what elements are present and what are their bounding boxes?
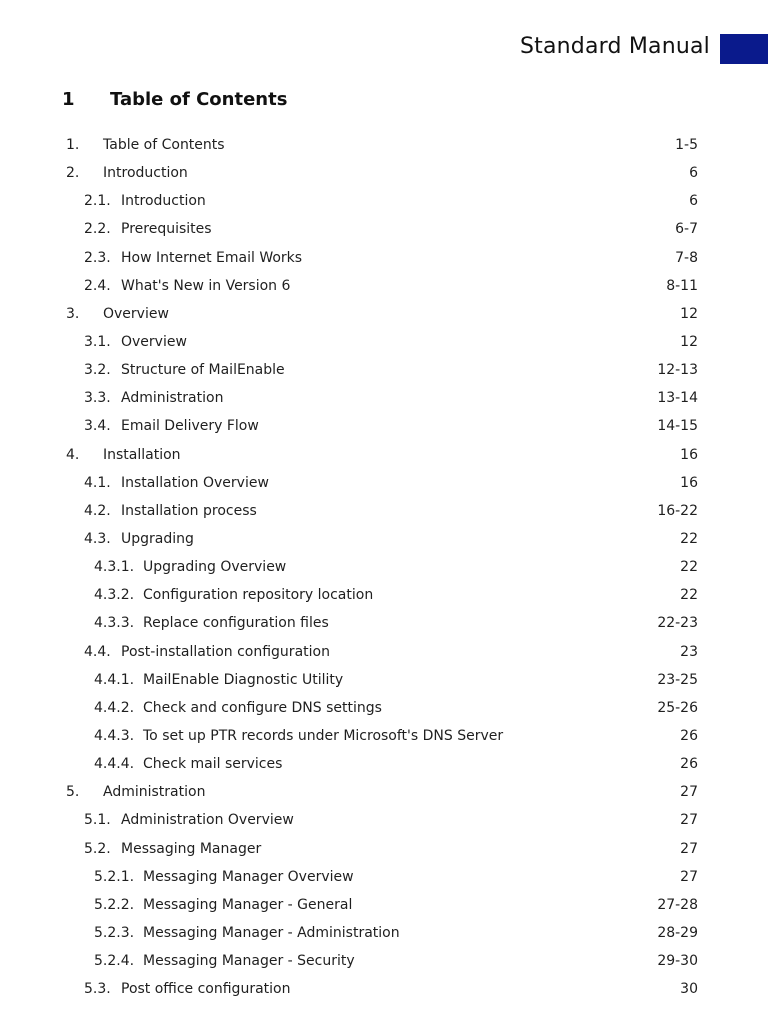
toc-entry-pages: 6-7 <box>675 221 698 238</box>
toc-entry-title: Messaging Manager - Security <box>143 953 355 970</box>
toc-entry[interactable] <box>0 750 768 778</box>
toc-entry-number: 3. <box>66 305 80 322</box>
toc-entry-title: Structure of MailEnable <box>121 362 285 379</box>
toc-entry-pages: 12-13 <box>657 362 698 379</box>
toc-entry-title: Messaging Manager Overview <box>143 868 354 885</box>
toc-entry-number: 2.1. <box>84 193 111 210</box>
toc-entry[interactable] <box>0 159 768 187</box>
toc-entry[interactable] <box>0 947 768 975</box>
toc-entry-number: 5.2.1. <box>94 868 135 885</box>
toc-entry-number: 4.3.1. <box>94 559 135 576</box>
toc-entry-number: 2.4. <box>84 277 111 294</box>
toc-entry-number: 4.3.3. <box>94 615 135 632</box>
toc-entry-title: Overview <box>121 333 187 350</box>
toc-entry-pages: 8-11 <box>666 277 698 294</box>
toc-entry[interactable] <box>0 778 768 806</box>
toc-entry-number: 4.1. <box>84 474 111 491</box>
toc-entry-pages: 6 <box>689 165 698 182</box>
toc-entry[interactable] <box>0 806 768 834</box>
toc-entry-pages: 22 <box>680 530 698 547</box>
toc-entry-title: Administration <box>103 784 206 801</box>
toc-entry-pages: 28-29 <box>657 924 698 941</box>
toc-entry-title: Replace configuration files <box>143 615 329 632</box>
toc-entry[interactable] <box>0 694 768 722</box>
toc-entry[interactable] <box>0 300 768 328</box>
section-title: Table of Contents <box>110 89 288 110</box>
table-of-contents <box>0 131 768 1003</box>
toc-entry-pages: 27 <box>680 812 698 829</box>
toc-entry[interactable] <box>0 975 768 1003</box>
toc-entry[interactable] <box>0 384 768 412</box>
toc-entry-pages: 27 <box>680 840 698 857</box>
toc-entry-title: Messaging Manager <box>121 840 262 857</box>
toc-entry-pages: 27-28 <box>657 896 698 913</box>
toc-entry[interactable] <box>0 638 768 666</box>
toc-entry-number: 4. <box>66 446 80 463</box>
toc-entry[interactable] <box>0 609 768 637</box>
toc-entry[interactable] <box>0 863 768 891</box>
toc-entry-title: Post-installation configuration <box>121 643 330 660</box>
toc-entry[interactable] <box>0 328 768 356</box>
toc-entry[interactable] <box>0 722 768 750</box>
toc-entry-pages: 22 <box>680 559 698 576</box>
toc-entry[interactable] <box>0 469 768 497</box>
toc-entry-number: 3.3. <box>84 390 111 407</box>
toc-entry-title: Prerequisites <box>121 221 212 238</box>
section-number: 1 <box>62 89 75 110</box>
toc-entry-title: Check and configure DNS settings <box>143 699 382 716</box>
toc-entry-title: Check mail services <box>143 756 283 773</box>
toc-entry[interactable] <box>0 187 768 215</box>
toc-entry-pages: 1-5 <box>675 137 698 153</box>
toc-entry-title: What's New in Version 6 <box>121 277 291 294</box>
toc-entry-number: 3.4. <box>84 418 111 435</box>
toc-entry-title: Installation process <box>121 502 257 519</box>
toc-entry-number: 4.3. <box>84 530 111 547</box>
toc-entry-number: 5.3. <box>84 981 111 998</box>
toc-entry-pages: 23 <box>680 643 698 660</box>
toc-entry-pages: 7-8 <box>675 249 698 266</box>
toc-entry-title: Upgrading <box>121 530 194 547</box>
toc-entry-pages: 13-14 <box>657 390 698 407</box>
toc-entry-pages: 25-26 <box>657 699 698 716</box>
toc-entry-number: 2.2. <box>84 221 111 238</box>
toc-entry-title: Upgrading Overview <box>143 559 287 576</box>
toc-entry-number: 5.1. <box>84 812 111 829</box>
toc-entry-title: Table of Contents <box>103 137 225 153</box>
toc-entry-number: 5. <box>66 784 80 801</box>
toc-entry-pages: 14-15 <box>657 418 698 435</box>
toc-entry-pages: 26 <box>680 727 698 744</box>
toc-entry-title: Messaging Manager - Administration <box>143 924 400 941</box>
toc-entry[interactable] <box>0 666 768 694</box>
toc-entry-number: 4.4.4. <box>94 756 135 773</box>
toc-entry[interactable] <box>0 497 768 525</box>
toc-entry-number: 5.2. <box>84 840 111 857</box>
document-header-title: Standard Manual <box>519 34 710 59</box>
toc-entry-pages: 16 <box>680 446 698 463</box>
toc-entry-pages: 29-30 <box>657 953 698 970</box>
toc-entry-title: Installation <box>103 446 181 463</box>
toc-entry[interactable] <box>0 553 768 581</box>
toc-entry-title: Email Delivery Flow <box>121 418 259 435</box>
toc-entry[interactable] <box>0 835 768 863</box>
toc-entry[interactable] <box>0 441 768 469</box>
toc-entry-pages: 6 <box>689 193 698 210</box>
toc-entry-title: Introduction <box>121 193 206 210</box>
toc-entry-number: 1. <box>66 137 80 153</box>
toc-entry-number: 4.3.2. <box>94 587 135 604</box>
toc-entry-number: 4.4.1. <box>94 671 135 688</box>
toc-entry-pages: 22 <box>680 587 698 604</box>
toc-entry-title: MailEnable Diagnostic Utility <box>143 671 344 688</box>
toc-entry-number: 3.2. <box>84 362 111 379</box>
toc-entry-title: Administration <box>121 390 224 407</box>
toc-entry-number: 4.2. <box>84 502 111 519</box>
header-accent-bar <box>720 34 768 64</box>
toc-entry-title: Installation Overview <box>121 474 269 491</box>
toc-entry-number: 5.2.3. <box>94 924 135 941</box>
toc-entry-pages: 12 <box>680 305 698 322</box>
toc-entry-title: How Internet Email Works <box>121 249 303 266</box>
toc-entry-number: 2. <box>66 165 80 182</box>
toc-entry-title: To set up PTR records under Microsoft's DNS Server <box>143 727 504 744</box>
toc-entry-pages: 30 <box>680 981 698 998</box>
toc-entry[interactable] <box>0 919 768 947</box>
toc-entry[interactable] <box>0 215 768 243</box>
toc-entry-title: Configuration repository location <box>143 587 374 604</box>
toc-entry-title: Administration Overview <box>121 812 294 829</box>
toc-entry-pages: 23-25 <box>657 671 698 688</box>
toc-entry-pages: 22-23 <box>657 615 698 632</box>
toc-entry-title: Post office configuration <box>121 981 291 998</box>
toc-entry[interactable] <box>0 244 768 272</box>
toc-entry-title: Overview <box>103 305 169 322</box>
toc-entry[interactable] <box>0 131 768 159</box>
section-heading <box>62 89 287 110</box>
toc-entry-pages: 12 <box>680 333 698 350</box>
toc-entry-number: 4.4.2. <box>94 699 135 716</box>
toc-entry-pages: 26 <box>680 756 698 773</box>
toc-entry-pages: 27 <box>680 784 698 801</box>
toc-entry-pages: 16-22 <box>657 502 698 519</box>
toc-entry-number: 5.2.2. <box>94 896 135 913</box>
toc-entry-pages: 27 <box>680 868 698 885</box>
toc-entry[interactable] <box>0 356 768 384</box>
toc-entry-number: 4.4.3. <box>94 727 135 744</box>
toc-entry-pages: 16 <box>680 474 698 491</box>
toc-entry-number: 4.4. <box>84 643 111 660</box>
toc-entry-title: Messaging Manager - General <box>143 896 353 913</box>
toc-entry[interactable] <box>0 412 768 440</box>
toc-entry-title: Introduction <box>103 165 188 182</box>
toc-entry-number: 5.2.4. <box>94 953 135 970</box>
toc-entry[interactable] <box>0 525 768 553</box>
toc-entry[interactable] <box>0 581 768 609</box>
toc-entry-number: 3.1. <box>84 333 111 350</box>
toc-entry[interactable] <box>0 272 768 300</box>
toc-entry-number: 2.3. <box>84 249 111 266</box>
toc-entry[interactable] <box>0 891 768 919</box>
